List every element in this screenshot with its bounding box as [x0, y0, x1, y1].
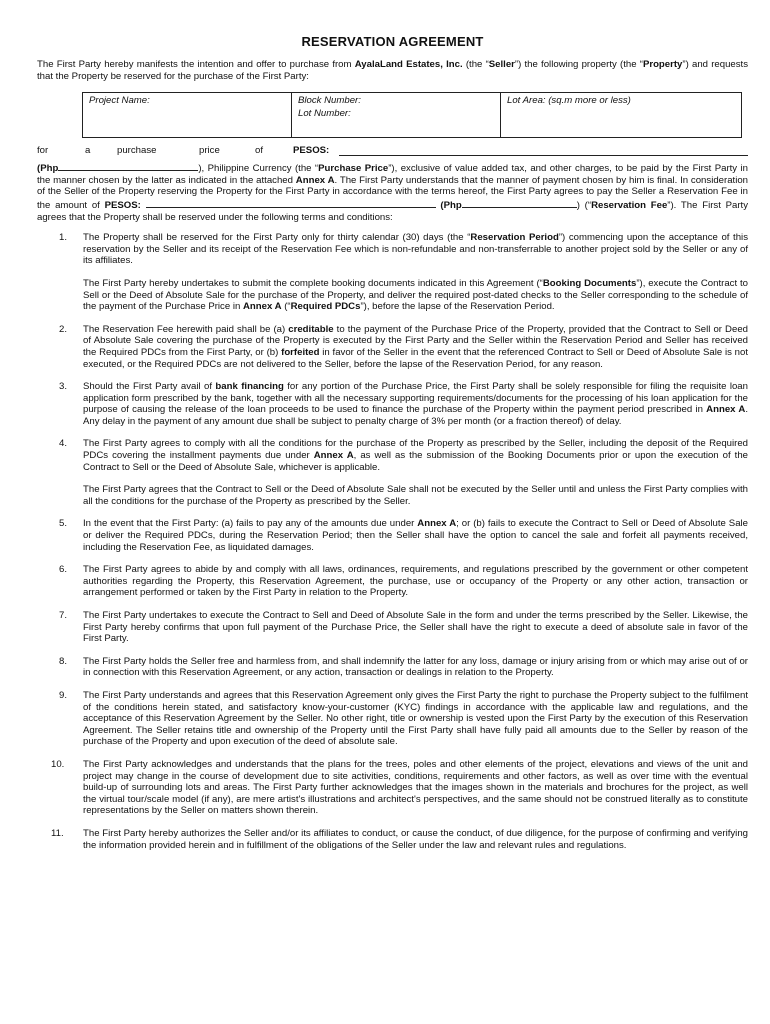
term-bold: Annex A [242, 301, 282, 313]
lot-area-cell[interactable] [501, 93, 742, 138]
term-text: The Property shall be reserved for the First Party only for thirty calendar (30) days (the “ [83, 232, 471, 244]
term-text: , as well as the submission of the Booking Documents prior or upon the execution of the Contract to Sell or the Deed of Absolute Sale, whichever is applicable. [83, 450, 748, 473]
project-name-label: Project Name: [89, 95, 150, 107]
reservation-fee-label: Reservation Fee [591, 199, 668, 211]
term-number: 11. [51, 827, 64, 839]
block-number-label: Block Number: [298, 95, 361, 107]
pesos-label: PESOS: [293, 145, 330, 157]
term-text: . Any delay in the payment of any amount due shall be subject to penalty charge of 3% per month (or a fraction thereof) of delay. [83, 404, 748, 427]
purchase-price-line [37, 144, 748, 156]
term-text: to the payment of the Purchase Price of the Property, provided that the Contract to Sell or Deed of Absolute Sale covering the purchase of the Property is executed by the First Party and the Seller within the Reservation Period and Seller has received the Required PDCs from the First Party, or (b) [83, 323, 748, 358]
lot-number-label: Lot Number: [298, 108, 351, 120]
term-bold: bank financing [215, 381, 284, 393]
purchase-word: price [199, 145, 220, 157]
term-number: 2. [59, 323, 68, 335]
seller-label: Seller [488, 59, 515, 70]
term-text: In the event that the First Party: (a) fails to pay any of the amounts due under [83, 518, 418, 530]
intro-text: ”) and requests that the Property be reserved for the purchase of the First Party: [37, 59, 748, 82]
term-text: Should the First Party avail of [83, 381, 216, 393]
pesos-amount-blank[interactable] [339, 146, 748, 156]
term-bold: Reservation Period [470, 232, 559, 244]
term-item [37, 759, 748, 817]
term-item [37, 564, 748, 599]
term-text: The First Party agrees to comply with all the conditions for the purchase of the Property as prescribed by the Seller, including the deposit of the Required PDCs covering the installment payments due under [83, 438, 748, 462]
property-label: Property [642, 59, 683, 70]
term-item [37, 828, 748, 851]
term-bold: Annex A [417, 518, 457, 530]
fee-pesos-blank[interactable] [146, 198, 436, 208]
term-number: 9. [59, 689, 68, 701]
term-number: 1. [59, 232, 68, 244]
pesos-label: PESOS: [104, 199, 141, 211]
term-text: The First Party hereby undertakes to submit the complete booking documents indicated in this Agreement (“ [83, 277, 543, 289]
lot-area-label: Lot Area: (sq.m more or less) [507, 95, 631, 107]
term-bold: Annex A [313, 450, 354, 462]
term-number: 8. [59, 655, 68, 667]
term-bold: Booking Documents [542, 277, 637, 289]
term-item [37, 518, 748, 553]
purchase-text: ”). The First Party agrees that the Property shall be reserved under the following terms and conditions: [37, 199, 749, 223]
purchase-word: purchase [117, 145, 157, 157]
intro-text: (the “ [462, 59, 489, 70]
term-text: The Reservation Fee herewith paid shall be (a) [83, 323, 289, 335]
intro-text: ”) the following property (the “ [514, 59, 643, 70]
term-text: The First Party holds the Seller free and harmless from, and shall indemnify the latter for any loss, damage or injury arising from or which may arise out of or in connection with this Reservation Agreement, or any action, transaction or dealings in relation to the Property. [83, 655, 748, 679]
term-item [37, 381, 748, 427]
term-item [37, 324, 748, 370]
term-text: for any portion of the Purchase Price, the First Party shall be solely responsible for filing the requisite loan application form prescribed by the bank, together with all the necessary supporting requirements/documents for the processing of his loan application for the purpose of causing the release of the loan proceeds to be used to finance the purchase of the Property within the payment period prescribed in [83, 381, 748, 416]
term-number: 4. [59, 438, 68, 450]
term-text: ”) commencing upon the acceptance of this reservation by the Seller and its receipt of the Reservation Fee which is non-refundable and non-transferrable to another project sold by the Seller or any of its affiliates. [83, 232, 748, 267]
document-title: RESERVATION AGREEMENT [301, 34, 484, 49]
php-amount-blank[interactable] [58, 161, 198, 171]
purchase-word: a [85, 145, 91, 157]
annex-a-ref: Annex A [295, 174, 335, 186]
term-bold: Required PDCs [290, 301, 361, 313]
term-subparagraph [83, 278, 748, 313]
purchase-price-label: Purchase Price [318, 163, 389, 175]
term-text: The First Party hereby authorizes the Seller and/or its affiliates to conduct, or cause the conduct, of due diligence, for the purpose of confirming and verifying the information provided herein and in fulfillment of the obligations of the Seller under the law and relevant rules and regulations. [83, 827, 748, 851]
php-label: (Php [37, 163, 59, 175]
purchase-text: . The First Party understands that the manner of payment chosen by him is final. In consideration of the Seller of the Property reserving the Property for the First Party in accordance with the terms hereof, the First Party agrees to pay the Seller a Reservation Fee in the amount of [37, 174, 748, 211]
term-item [37, 232, 748, 313]
term-number: 10. [51, 758, 65, 770]
purchase-paragraph [37, 161, 748, 223]
purchase-word: of [255, 145, 264, 157]
intro-paragraph [37, 59, 748, 82]
term-text: (“ [281, 301, 291, 313]
purchase-text: ), Philippine Currency (the “ [198, 163, 319, 175]
purchase-text: ”), exclusive of value added tax, and other charges, to be paid by the First Party in the manner chosen by the latter as indicated in the attached [37, 163, 748, 186]
intro-text: The First Party hereby manifests the intention and offer to purchase from [37, 59, 355, 70]
php-label: (Php [440, 199, 462, 211]
term-text: The First Party understands and agrees that this Reservation Agreement only gives the First Party the right to purchase the Property subject to the fulfilment of the conditions herein stated, and satisfactory know-your-customer (KYC) findings in accordance with the applicable law and regulations, and the acceptance of this Reservation Agreement by the Seller. No other right, title or ownership is vested upon the First Party by the execution of this Reservation Agreement. The Seller retains title and ownership of the Property until the First Party shall have fully paid all amounts due to the Seller by reason of the purchase of the Property and upon execution of the deed of absolute sale. [83, 689, 748, 748]
term-number: 5. [59, 518, 68, 530]
term-text: The First Party acknowledges and understands that the plans for the trees, poles and other elements of the project, elevations and views of the unit and project may change in the course of development due to site activities, conditions, requirements and other factors, as well as over time with the eventual build-up of surrounding lots and areas. The First Party further acknowledges that the images shown in the materials and brochures for the project, as well the virtual tour/scale model (if any), are mere artist's illustrations and architect's perspectives, and the same should not be construed literally as to constitute representations by the Seller on matters shown therein. [83, 758, 748, 817]
term-item [37, 610, 748, 645]
term-text: ; or (b) fails to execute the Contract to Sell or Deed of Absolute Sale or deliver the Required PDCs, during the Reservation Period; then the Seller shall have the option to cancel the sale and forfeit all payments received, including the Reservation Fee, as liquidated damages. [83, 518, 748, 553]
term-bold: Annex A [706, 404, 746, 416]
term-bold: creditable [288, 323, 334, 335]
fee-php-blank[interactable] [462, 198, 577, 208]
term-item [37, 690, 748, 748]
term-text: The First Party undertakes to execute the Contract to Sell and Deed of Absolute Sale in the form and under the terms prescribed by the Seller. Likewise, the First Party hereby confirms that upon full payment of the Purchase Price, the Seller shall have the right to execute a deed of absolute sale in favor of the First Party. [83, 610, 748, 645]
term-item [37, 656, 748, 679]
term-subparagraph: The First Party agrees that the Contract to Sell or the Deed of Absolute Sale shall not be executed by the Seller until and unless the First Party complies with all the conditions for the purchase of the Property as prescribed by the Seller. [83, 484, 748, 507]
term-text: in favor of the Seller in the event that the referenced Contract to Sell or Deed of Absolute Sale is not executed, or the Required PDCs are not delivered to the Seller, before the lapse of the Reservation Period, for any reason. [83, 346, 749, 370]
purchase-word: for [37, 145, 49, 157]
term-number: 7. [59, 610, 68, 621]
purchase-text: ) (“ [576, 199, 592, 211]
terms-list [37, 232, 748, 851]
property-details-table [82, 92, 742, 138]
term-text: ”), execute the Contract to Sell or the Deed of Absolute Sale for the purchase of the Property, and deliver the required post-dated checks to the Seller corresponding to the schedule of the payment of the Purchase Price in [83, 277, 748, 313]
block-lot-cell[interactable] [292, 93, 501, 138]
project-name-cell[interactable] [83, 93, 292, 138]
term-item [37, 438, 748, 507]
term-text: ”), before the lapse of the Reservation Period. [360, 301, 555, 313]
term-text: The First Party agrees to abide by and comply with all laws, ordinances, requirements, and regulations prescribed by the government or other competent authorities regarding the Property, this Reservation Agreement, the purchase, use or occupancy of the Property or any other action, transaction or arrangement performed or taken by the First Party in relation to the Property. [83, 564, 748, 599]
term-number: 6. [59, 564, 68, 576]
seller-name: AyalaLand Estates, Inc. [354, 59, 463, 70]
term-bold: forfeited [281, 346, 320, 358]
term-number: 3. [59, 381, 68, 393]
